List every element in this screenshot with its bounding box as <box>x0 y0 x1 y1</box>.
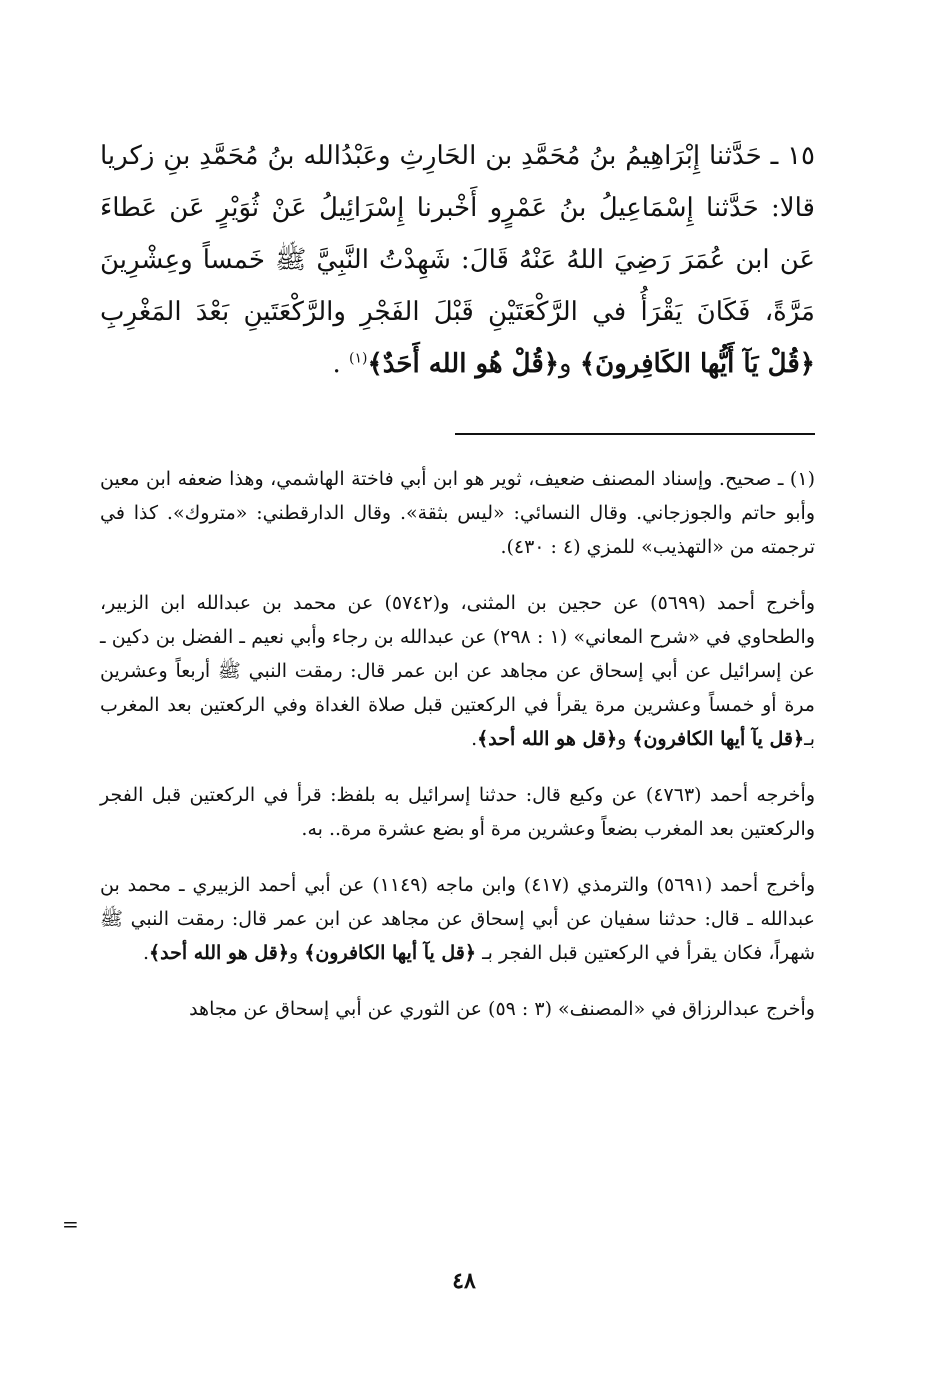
footnote-takhrij-tirmidhi <box>100 868 815 970</box>
quran-quote-kafirun: ﴿قُلْ يَآ أَيُّها الكَافِرونَ﴾ <box>579 349 815 379</box>
footnote-text: (١) ـ صحيح. وإسناد المصنف ضعيف، ثوير هو ابن أبي فاختة الهاشمي، وهذا ضعفه ابن معين وأبو حاتم والجوزجاني. وقال النسائي: «ليس بثقة». وقال الدارقطني: «متروك». كذا في ترجمته من «التهذيب» للمزي (٤ : ٤٣٠). <box>100 468 815 558</box>
footnote-text: وأخرج عبدالرزاق في «المصنف» (٣ : ٥٩) عن الثوري عن أبي إسحاق عن مجاهد <box>189 998 815 1020</box>
footnote-text: وأخرج أحمد (٥٦٩٩) عن حجين بن المثنى، و(٥٧٤٢) عن محمد بن عبدالله ابن الزبير، والطحاوي في «شرح المعاني» (١ : ٢٩٨) عن عبدالله بن رجاء وأبي نعيم ـ الفضل بن دكين ـ عن إسرائيل عن أبي إسحاق عن مجاهد عن ابن عمر قال: رمقت النبي ﷺ أربعاً وعشرين مرة أو خمساً وعشرين مرة يقرأ في الركعتين قبل صلاة الغداة وفي الركعتين بعد المغرب بـ <box>100 592 816 750</box>
hadith-block <box>100 130 815 390</box>
footnote-takhrij-waki <box>100 778 815 846</box>
footnote-divider <box>455 433 815 435</box>
footnote-takhrij-abdurrazzaq <box>100 992 815 1026</box>
page-number: ٤٨ <box>452 1268 476 1294</box>
connector: و <box>288 942 305 964</box>
footnote-reference: (١) <box>349 350 368 367</box>
footnote-end: . <box>471 728 478 750</box>
footnote-end: . <box>142 942 150 964</box>
quran-quote-ikhlas: ﴿قُلْ هُو الله أَحَدٌ﴾ <box>367 349 560 379</box>
continuation-mark: = <box>62 1212 79 1236</box>
quran-quote-ikhlas: ﴿قل هو الله أحد﴾ <box>149 942 289 964</box>
hadith-end: . <box>332 349 341 379</box>
connector: و <box>617 728 633 750</box>
footnotes <box>100 462 815 1048</box>
connector: و <box>559 349 572 379</box>
footnote-text: وأخرج أحمد (٥٦٩١) والترمذي (٤١٧) وابن ماجه (١١٤٩) عن أبي أحمد الزبيري ـ محمد بن عبدالله ـ قال: حدثنا سفيان عن أبي إسحاق عن مجاهد عن ابن عمر قال: رمقت النبي ﷺ شهراً، فكان يقرأ في الركعتين قبل الفجر بـ <box>100 874 815 964</box>
hadith-number: ١٥ ـ <box>770 141 815 171</box>
quran-quote-kafirun: ﴿قل يآ أيها الكافرون﴾ <box>304 942 477 964</box>
footnote-takhrij-ahmad <box>100 586 815 756</box>
hadith-body: حَدَّثنا إِبْرَاهِيمُ بنُ مُحَمَّدِ بن الحَارِثِ وعَبْدُالله بنُ مُحَمَّدِ بنِ زكريا قالا: حَدَّثنا إِسْمَاعِيلُ بنُ عَمْرٍو أَخْبرنا إِسْرَائِيلُ عَنْ ثُوَيْرٍ عَن عَطاءَ عَن ابن عُمَرَ رَضِيَ اللهُ عَنْهُ قَالَ: شَهِدْتُ النَّبِيَّ ﷺ خَمساً وعِشْرِينَ مَرَّةً، فَكَانَ يَقْرَأُ في الرَّكْعَتَيْنِ قَبْلَ الفَجْرِ والرَّكْعَتَينِ بَعْدَ المَغْرِبِ <box>100 141 815 327</box>
footnote-text: وأخرجه أحمد (٤٧٦٣) عن وكيع قال: حدثنا إسرائيل به بلفظ: قرأ في الركعتين قبل الفجر والركعتين بعد المغرب بضعاً وعشرين مرة أو بضع عشرة مرة.. به. <box>100 784 815 840</box>
quran-quote-ikhlas: ﴿قل هو الله أحد﴾ <box>477 728 618 750</box>
quran-quote-kafirun: ﴿قل يآ أيها الكافرون﴾ <box>632 728 805 750</box>
footnote-1 <box>100 462 815 564</box>
hadith-text <box>100 130 815 390</box>
